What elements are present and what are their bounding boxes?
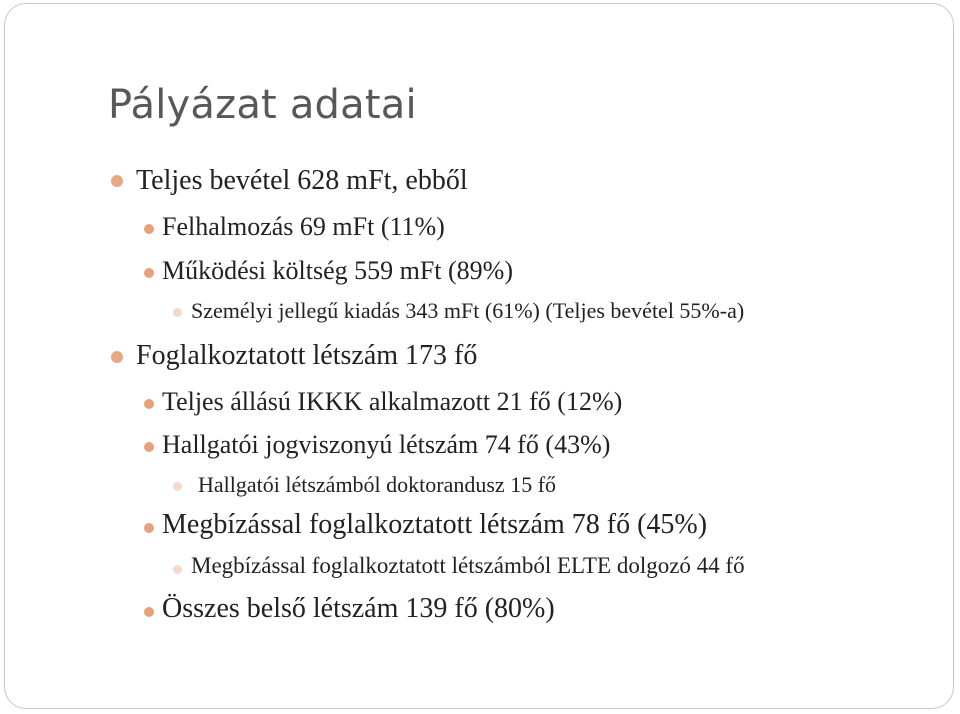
- bullet-text: Hallgatói jogviszonyú létszám 74 fő (43%): [162, 430, 611, 459]
- bullet-icon: [111, 351, 123, 363]
- bullet-icon: [111, 175, 123, 187]
- bullet-icon: [144, 268, 154, 278]
- bullet-text: Működési költség 559 mFt (89%): [162, 256, 513, 285]
- bullet-text: Személyi jellegű kiadás 343 mFt (61%) (Teljes bevétel 55%-a): [191, 298, 745, 323]
- bullet-text: Teljes bevétel 628 mFt, ebből: [136, 165, 468, 196]
- bullet-icon: [144, 399, 154, 409]
- bullet-text: Megbízással foglalkoztatott létszám 78 fő (45%): [162, 509, 708, 540]
- bullet-icon: [144, 607, 154, 617]
- bullet-text: Teljes állású IKKK alkalmazott 21 fő (12%): [162, 387, 623, 416]
- bullet-icon: [144, 224, 154, 234]
- slide-title: Pályázat adatai: [108, 82, 417, 128]
- bullet-icon: [144, 523, 154, 533]
- bullet-icon: [144, 442, 154, 452]
- bullet-text: Összes belső létszám 139 fő (80%): [162, 593, 555, 624]
- bullet-icon: [173, 482, 182, 491]
- bullet-text: Megbízással foglalkoztatott létszámból ELTE dolgozó 44 fő: [191, 553, 745, 578]
- bullet-text: Hallgatói létszámból doktorandusz 15 fő: [198, 472, 557, 497]
- bullet-text: Felhalmozás 69 mFt (11%): [162, 212, 445, 241]
- slide: [4, 3, 954, 709]
- bullet-text: Foglalkoztatott létszám 173 fő: [136, 340, 478, 371]
- bullet-icon: [173, 565, 182, 574]
- bullet-icon: [173, 308, 182, 317]
